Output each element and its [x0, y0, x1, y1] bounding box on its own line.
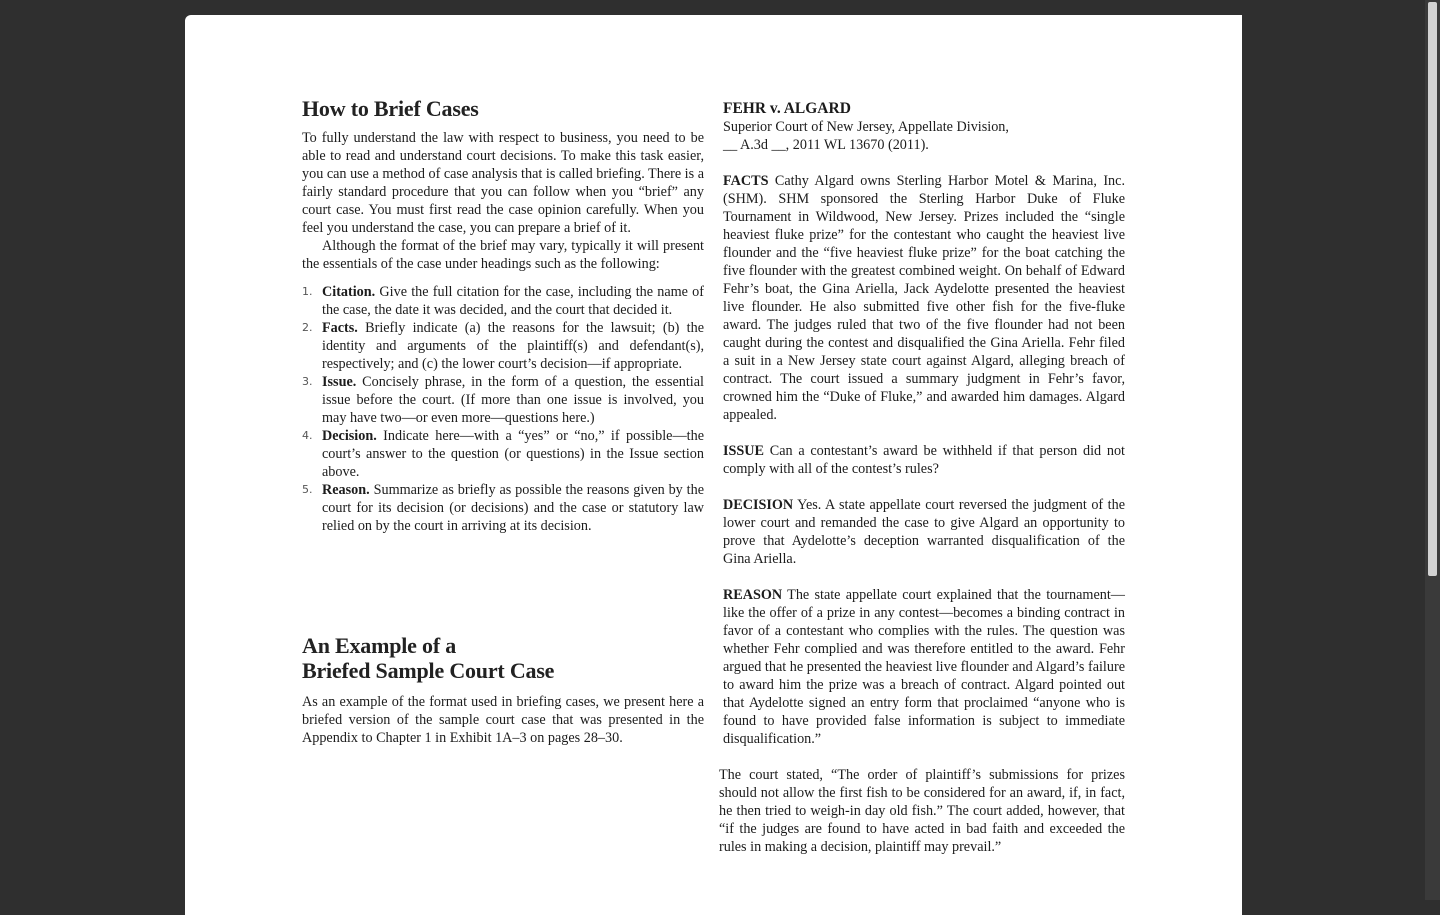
decision-section [723, 496, 1125, 568]
reason-text: The state appellate court explained that the tournament—like the offer of a prize in any contest—becomes a binding contract in favor of a contestant who complies with the rules. The question was whether Fehr complied and was therefore entitled to the award. Fehr argued that he presented the heaviest live flounder and Algard’s failure to award him the prize was a breach of contract. Algard pointed out that Aydelotte signed an entry form that proclaimed “anyone who is found to have provided false information is subject to immediate disqualification.” [723, 587, 1125, 747]
list-number: 1. [302, 285, 313, 298]
facts-section [723, 172, 1125, 424]
list-term: Facts. [322, 320, 358, 336]
section-title-how-to-brief: How to Brief Cases [302, 96, 479, 121]
list-term: Reason. [322, 482, 370, 498]
list-number: 5. [302, 483, 313, 496]
list-number: 4. [302, 429, 313, 442]
decision-text: Yes. A state appellate court reversed the judgment of the lower court and remanded the case to give Algard an opportunity to prove that Aydelotte’s deception warranted disqualification of the Gina Ariella. [723, 497, 1125, 567]
intro-paragraph-2: Although the format of the brief may vary, typically it will present the essentials of the case under headings such as the following: [302, 238, 704, 272]
left-column [302, 96, 704, 535]
example-title [302, 633, 704, 683]
list-term: Decision. [322, 428, 377, 444]
document-page [185, 15, 1242, 915]
list-item [302, 427, 704, 481]
list-text: Indicate here—with a “yes” or “no,” if possible—the court’s answer to the question (or questions) in the Issue section above. [322, 428, 704, 480]
court-line-2: __ A.3d __, 2011 WL 13670 (2011). [723, 137, 929, 153]
example-title-line1: An Example of a [302, 633, 457, 658]
list-text: Summarize as briefly as possible the reasons given by the court for its decision (or decisions) and the case or statutory law relied on by the court in arriving at its decision. [322, 482, 704, 534]
example-paragraph: As an example of the format used in briefing cases, we present here a briefed version of the sample court case that was presented in the Appendix to Chapter 1 in Exhibit 1A–3 on pages 28–30. [302, 694, 704, 746]
right-column [719, 100, 1125, 856]
list-number: 3. [302, 375, 313, 388]
example-title-line2: Briefed Sample Court Case [302, 658, 555, 683]
brief-steps-list [302, 283, 704, 535]
list-item [302, 283, 704, 319]
example-section [302, 633, 704, 747]
court-line-1: Superior Court of New Jersey, Appellate Division, [723, 119, 1009, 135]
list-item [302, 373, 704, 427]
list-item [302, 319, 704, 373]
list-number: 2. [302, 321, 313, 334]
list-item [302, 481, 704, 535]
list-term: Citation. [322, 284, 376, 300]
issue-label: ISSUE [723, 443, 765, 459]
list-term: Issue. [322, 374, 357, 390]
issue-section [723, 442, 1125, 478]
reason-section [723, 586, 1125, 748]
case-name: FEHR v. ALGARD [723, 100, 851, 117]
issue-text: Can a contestant’s award be withheld if that person did not comply with all of the contest’s rules? [723, 443, 1125, 477]
list-text: Concisely phrase, in the form of a question, the essential issue before the court. (If more than one issue is involved, you may have two—or even more—questions here.) [322, 374, 704, 426]
intro-paragraph: To fully understand the law with respect to business, you need to be able to read and understand court decisions. To make this task easier, you can use a method of case analysis that is called briefing. There is a fairly standard procedure that you can follow when you “brief” any court case. You must first read the case opinion carefully. When you feel you understand the case, you can prepare a brief of it. [302, 130, 704, 236]
list-text: Give the full citation for the case, including the name of the case, the date it was decided, and the court that decided it. [322, 284, 704, 318]
reason-label: REASON [723, 587, 783, 603]
list-text: Briefly indicate (a) the reasons for the lawsuit; (b) the identity and arguments of the plaintiff(s) and defendant(s), respectively; and (c) the lower court’s decision—if appropriate. [322, 320, 704, 372]
scrollbar-thumb[interactable] [1428, 2, 1437, 576]
court-stated-paragraph: The court stated, “The order of plaintiff’s submissions for prizes should not allow the first fish to be considered for an award, if, in fact, he then tried to weigh-in day old fish.” The court added, however, that “if the judges are found to have acted in bad faith and exceeded the rules in making a decision, plaintiff may prevail.” [719, 767, 1125, 855]
decision-label: DECISION [723, 497, 794, 513]
facts-text: Cathy Algard owns Sterling Harbor Motel & Marina, Inc. (SHM). SHM sponsored the Sterling Harbor Duke of Fluke Tournament in Wildwood, New Jersey. Prizes included the “single heaviest fluke prize” for the contestant who caught the heaviest live flounder and the “five heaviest fluke prize” for the boat catching the five flounder with the greatest combined weight. On behalf of Edward Fehr’s boat, the Gina Ariella, Jack Aydelotte presented the heaviest live flounder. He also submitted five other fish for the five-fluke award. The judges ruled that two of the five flounder had not been caught during the contest and disqualified the Gina Ariella. Fehr filed a suit in a New Jersey state court against Algard, alleging breach of contract. The court issued a summary judgment in Fehr’s favor, crowned him the “Duke of Fluke,” and awarded him damages. Algard appealed. [723, 173, 1125, 423]
facts-label: FACTS [723, 173, 769, 189]
